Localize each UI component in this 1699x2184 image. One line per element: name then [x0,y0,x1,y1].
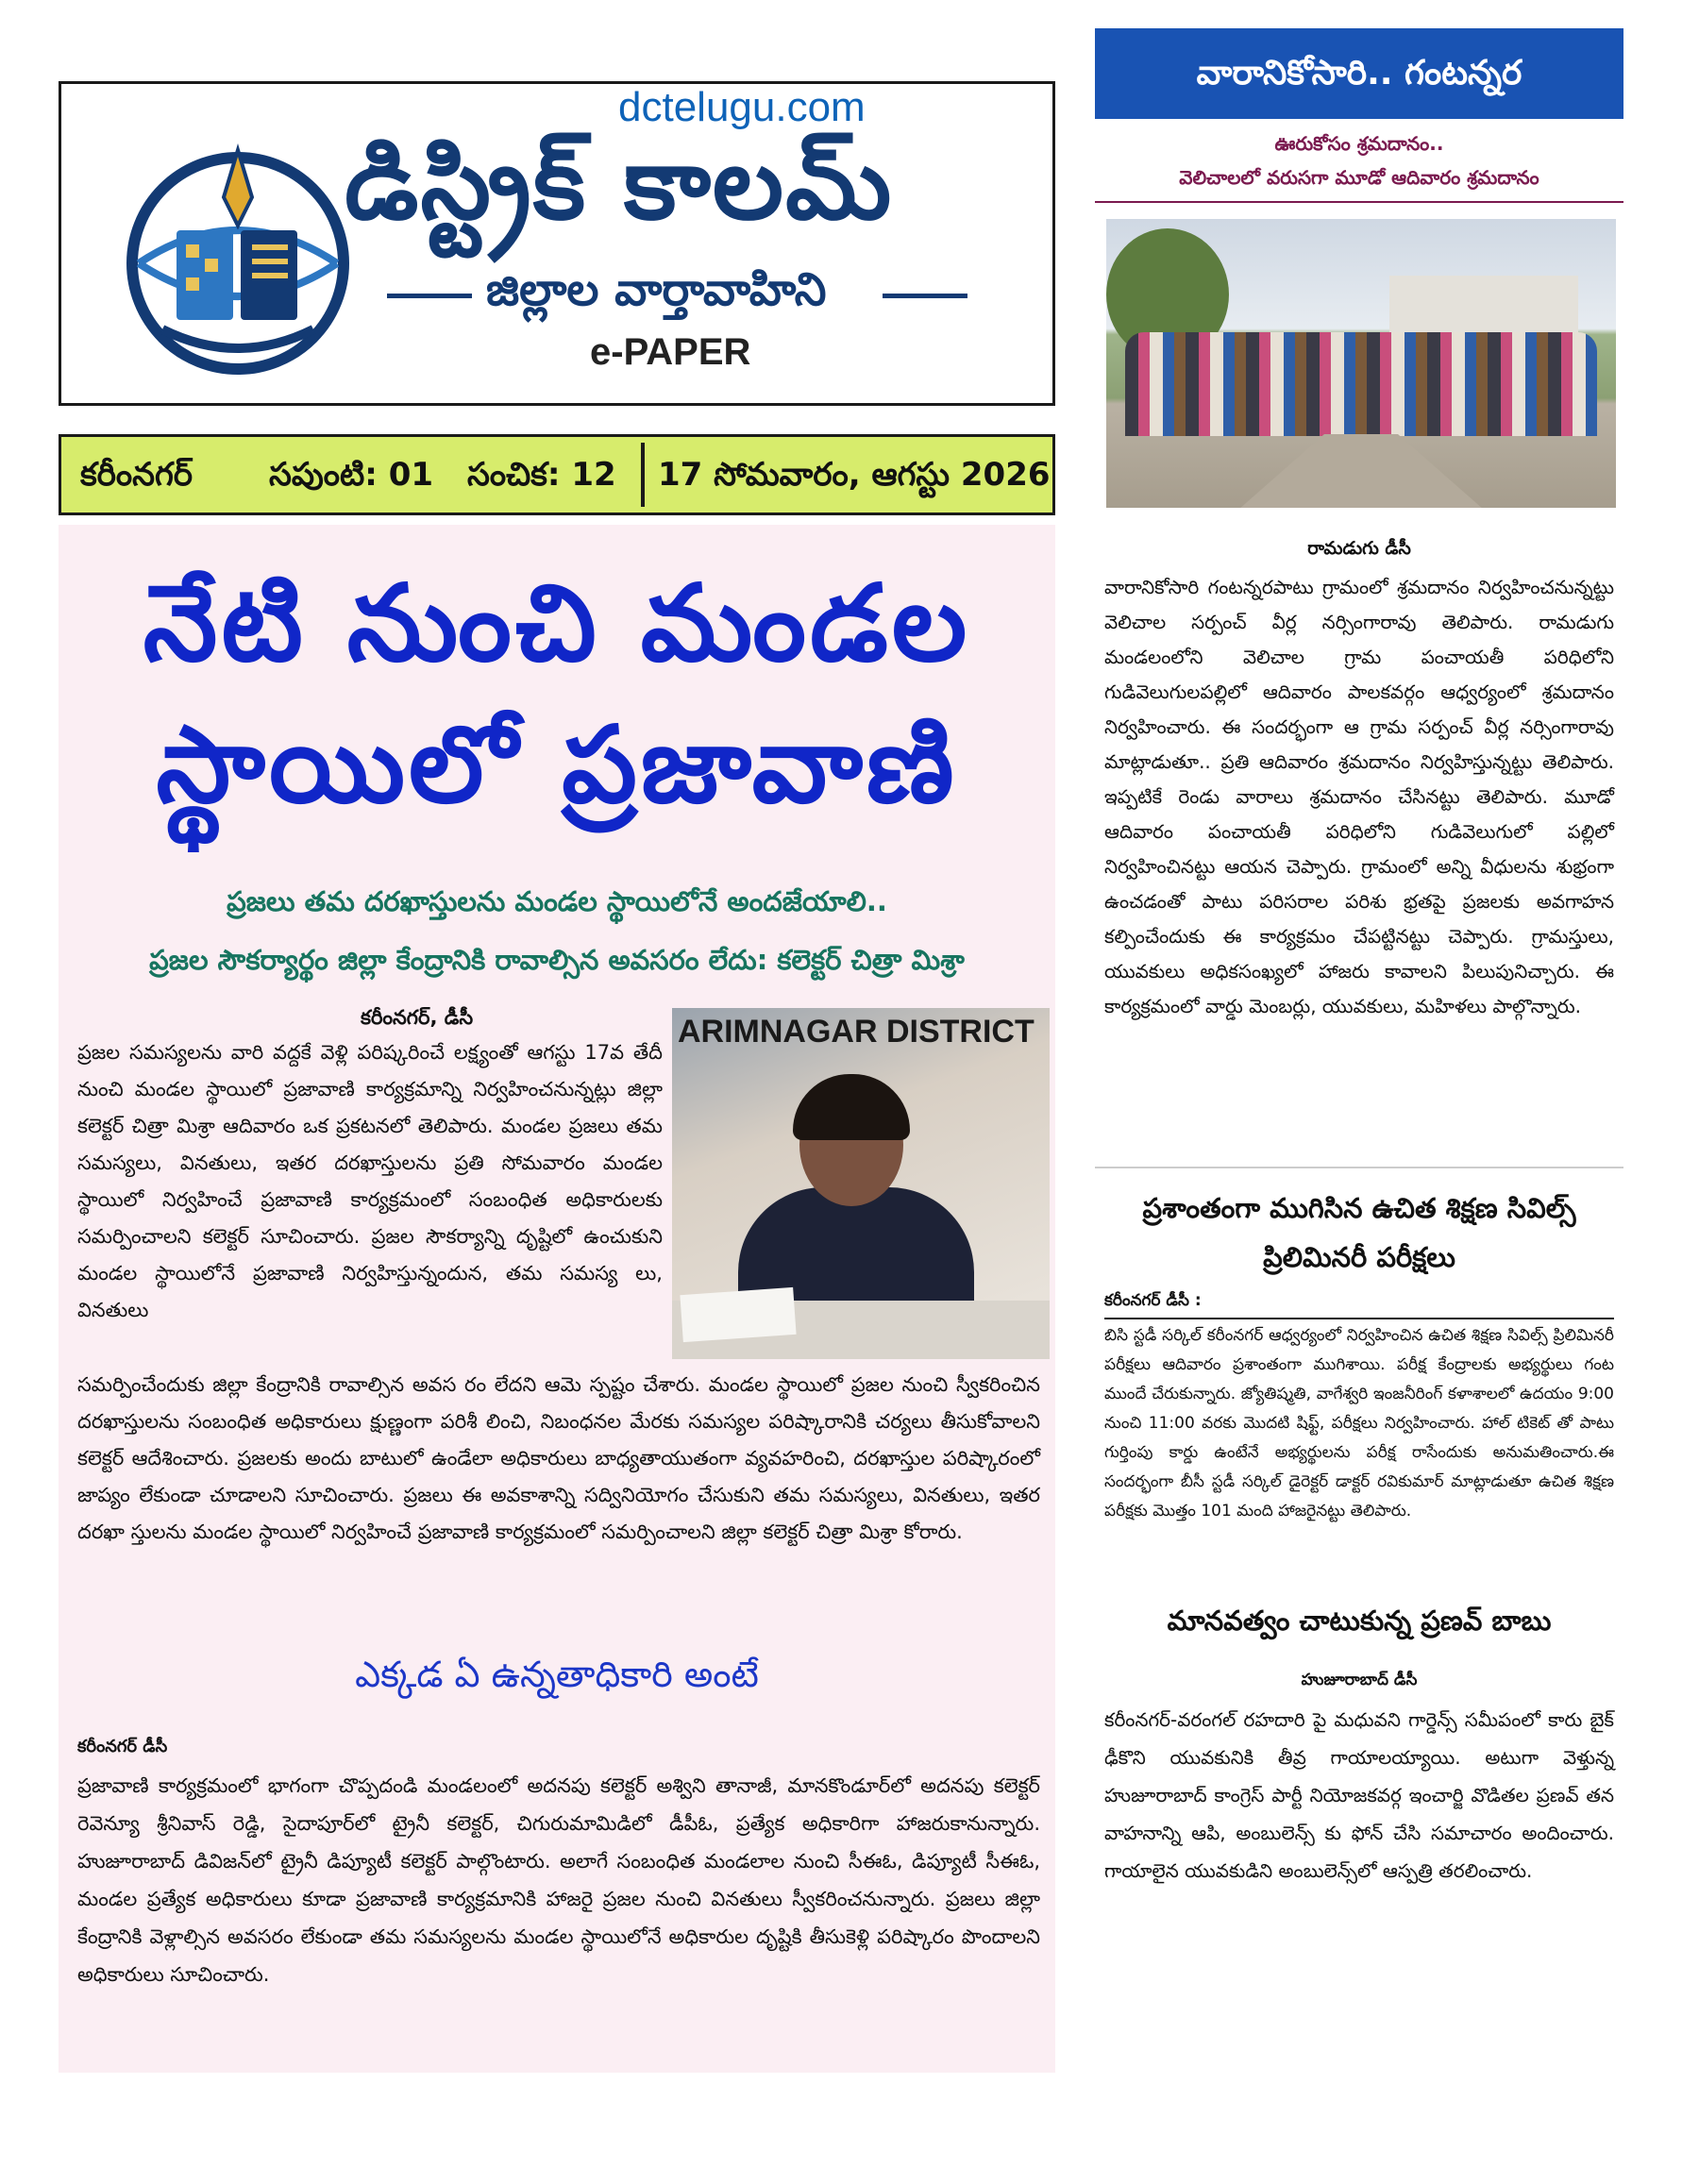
site-url[interactable]: dctelugu.com [618,84,866,130]
epaper-label: e-PAPER [590,331,751,373]
headline-line-2: స్థాయిలో ప్రజావాణి [156,704,958,827]
dateline: కరీంనగర్, డీసీ [361,1006,474,1029]
masthead [59,81,1055,406]
side-article-body-3: కరీంనగర్-వరంగల్ రహదారి పై మధువని గార్డెన్స్ సమీపంలో కారు బైక్ ఢీకొని యువకునికి తీవ్ర గాయాలయ్యాయి. అటుగా వెళ్తున్న హుజూరాబాద్ కాంగ్రెస్ పార్టీ నియోజకవర్గ ఇంచార్జి వొడితల ప్రణవ్ తన వాహనాన్ని ఆపి, అంబులెన్స్ కు ఫోన్ చేసి సమాచారం అందించారు. గాయాలైన యువకుడిని అంబులెన్స్‌లో ఆస్పత్రి తరలించారు. [1104,1708,1614,1882]
photo-sign-text: ARIMNAGAR DISTRICT [678,1014,1035,1050]
issue-number: సంచిక: 12 [467,456,616,494]
collector-photo [672,1008,1050,1359]
side-banner: వారానికోసారి.. గంటన్నర [1095,28,1623,119]
shramadanam-photo [1106,219,1616,508]
main-article [59,525,1055,2073]
side-dateline-3: హుజూరాబాద్ డీసీ [1301,1671,1418,1689]
side-dateline-2: కరీంనగర్ డీసీ : [1104,1291,1202,1310]
issue-divider [641,443,645,507]
article-body-officials: ప్రజావాణి కార్యక్రమంలో భాగంగా చొప్పదండి మండలంలో అదనపు కలెక్టర్ అశ్విని తానాజీ, మానకొండూర్‌లో అదనపు కలెక్టర్ రెవెన్యూ శ్రీనివాస్ రెడ్డి, సైదాపూర్‌లో ట్రైనీ కలెక్టర్, చిగురుమామిడిలో డీపీఓ, ప్రత్యేక అధికారిగా హాజరుకానున్నారు. హుజూరాబాద్ డివిజన్‌లో ట్రైనీ డిప్యూటీ కలెక్టర్ పాల్గొంటారు. అలాగే సంబంధిత మండలాల నుంచి సీఈఓ, డిప్యూటీ సీఈఓ, మండల ప్రత్యేక అధికారులు కూడా ప్రజావాణి కార్యక్రమానికి హాజరై ప్రజల నుంచి వినతులు స్వీకరించనున్నారు. ప్రజలు జిల్లా కేంద్రానికి వెళ్లాల్సిన అవసరం లేకుండా తమ సమస్యలను మండల స్థాయిలోనే అధికారుల దృష్టికి తీసుకెళ్లి పరిష్కారం పొందాలని అధికారులు సూచించారు. [77,1774,1040,1986]
photo-papers [680,1287,796,1342]
tagline-rule-left [387,294,472,298]
side-article-body-1: వారానికోసారి గంటన్నరపాటు గ్రామంలో శ్రమదానం నిర్వహించనున్నట్టు వెలిచాల సర్పంచ్ వీర్ల నర్సింగారావు తెలిపారు. రామడుగు మండలంలోని వెలిచాల గ్రామ పంచాయతీ పరిధిలోని గుడివెలుగులపల్లిలో ఆదివారం పాలకవర్గం ఆధ్వర్యంలో శ్రమదానం నిర్వహించారు. ఈ సందర్భంగా ఆ గ్రామ సర్పంచ్ వీర్ల నర్సింగారావు మాట్లాడుతూ.. ప్రతి ఆదివారం శ్రమదానం నిర్వహిస్తున్నట్టు తెలిపారు. ఇప్పటికే రెండు వారాలు శ్రమదానం చేసినట్టు తెలిపారు. మూడో ఆదివారం పంచాయతీ పరిధిలోని గుడివెలుగులో పల్లిలో నిర్వహించినట్టు ఆయన చెప్పారు. గ్రామంలో అన్ని వీధులను శుభ్రంగా ఉంచడంతో పాటు పరిసరాల పరిశు భ్రతపై ప్రజలకు అవగాహన కల్పించేందుకు ఈ కార్యక్రమం చేపట్టినట్టు చెప్పారు. గ్రామస్తులు, యువకులు అధికసంఖ్యలో హాజరు కావాలని పిలుపునిచ్చారు. ఈ కార్యక్రమంలో వార్డు మెంబర్లు, యువకులు, మహిళలు పాల్గొన్నారు. [1104,576,1614,1017]
photo-figure-hair [793,1074,910,1140]
dateline-2: కరీంనగర్ డీసీ [77,1737,168,1756]
issue-volume: సపుంటి: 01 [269,456,434,494]
issue-date: 17 సోమవారం, ఆగస్టు 2026 [658,456,1051,494]
subheading-2: ప్రజల సౌకర్యార్థం జిల్లా కేంద్రానికి రావాల్సిన అవసరం లేదు: కలెక్టర్ చిత్రా మిశ్రా [149,944,965,976]
article-body-part-1: ప్రజల సమస్యలను వారి వద్దకే వెళ్లి పరిష్కరించే లక్ష్యంతో ఆగస్టు 17వ తేదీ నుంచి మండల స్థాయిలో ప్రజావాణి కార్యక్రమాన్ని నిర్వహించనున్నట్లు జిల్లా కలెక్టర్ చిత్రా మిశ్రా ఆదివారం ఒక ప్రకటనలో తెలిపారు. మండల ప్రజలు తమ సమస్యలు, వినతులు, ఇతర దరఖాస్తులను ప్రతి సోమవారం మండల స్థాయిలో నిర్వహించే ప్రజావాణి కార్యక్రమంలో సంబంధిత అధికారులకు సమర్పించాలని కలెక్టర్ సూచించారు. ప్రజల సౌకర్యాన్ని దృష్టిలో ఉంచుకుని మండల స్థాయిలోనే ప్రజావాణి నిర్వహిస్తున్నందున, తమ సమస్య లు, వినతులు [77,1041,663,1321]
side-divider [1095,1167,1623,1168]
side-kicker: ఊరుకోసం శ్రమదానం.. [1274,132,1444,155]
side-headline-3: మానవత్వం చాటుకున్న ప్రణవ్ బాబు [1167,1604,1552,1637]
brand-title: డిస్ట్రిక్ కాలమ్ [345,126,894,242]
section-heading: ఎక్కడ ఏ ఉన్నతాధికారి అంటే [355,1654,759,1695]
photo-road [1238,434,1484,508]
tagline-rule-right [883,294,967,298]
side-headline-2: ప్రశాంతంగా ముగిసిన ఉచిత శిక్షణ సివిల్స్ ప్రిలిమినరీ పరీక్షలు [1142,1192,1576,1273]
side-article-body-2: బిసి స్టడీ సర్కిల్ కరీంనగర్ ఆధ్వర్యంలో నిర్వహించిన ఉచిత శిక్షణ సివిల్స్ ప్రిలిమినరీ పరీక్షలు ఆదివారం ప్రశాంతంగా ముగిశాయి. పరీక్ష కేంద్రాలకు అభ్యర్థులు గంట ముందే చేరుకున్నారు. జ్యోతిష్మతి, వాగేశ్వరి ఇంజనీరింగ్ కళాశాలలో ఉదయం 9:00 నుంచి 11:00 వరకు మొదటి షిఫ్ట్, పరీక్షలు నిర్వహించారు. హాల్ టికెట్ తో పాటు గుర్తింపు కార్డు ఉంటేనే అభ్యర్థులను పరీక్ష రాసేందుకు అనుమతించారు.ఈ సందర్భంగా బీసీ స్టడీ సర్కిల్ డైరెక్టర్ డాక్టర్ రవికుమార్ మాట్లాడుతూ ఉచిత శిక్షణ పరీక్షకు మొత్తం 101 మంది హాజరైనట్టు తెలిపారు. [1104,1318,1614,1526]
side-dateline-1: రామడుగు డీసీ [1307,538,1411,559]
headline-line-1: నేటి నుంచి మండల [143,563,971,685]
issue-place: కరీంనగర్ [80,456,193,494]
brand-tagline: జిల్లాల వార్తావాహిని [486,263,827,316]
subheading-1: ప్రజలు తమ దరఖాస్తులను మండల స్థాయిలోనే అందజేయాలి.. [227,885,887,917]
issue-bar [59,434,1055,515]
side-subheading: వెలిచాలలో వరుసగా మూడో ఆదివారం శ్రమదానం [1095,166,1623,203]
article-body-part-2: సమర్పించేందుకు జిల్లా కేంద్రానికి రావాల్సిన అవస రం లేదని ఆమె స్పష్టం చేశారు. మండల స్థాయిలో ప్రజల నుంచి స్వీకరించిన దరఖాస్తులను సంబంధిత అధికారులు క్షుణ్ణంగా పరిశీ లించి, నిబంధనల మేరకు సమస్యల పరిష్కారానికి చర్యలు తీసుకోవాలని కలెక్టర్ ఆదేశించారు. ప్రజలకు అందు బాటులో ఉండేలా అధికారులు బాధ్యతాయుతంగా వ్యవహరించి, దరఖాస్తుల పరిష్కారంలో జాప్యం లేకుండా చూడాలని సూచించారు. ప్రజలు ఈ అవకాశాన్ని సద్వినియోగం చేసుకుని తమ సమస్యలు, వినతులు, ఇతర దరఖా స్తులను మండల స్థాయిలో నిర్వహించే ప్రజావాణి కార్యక్రమంలో సమర్పించాలని జిల్లా కలెక్టర్ చిత్రా మిశ్రా కోరారు. [77,1373,1040,1543]
photo-crowd [1125,332,1597,436]
globe-book-pen-logo-icon [120,141,356,377]
